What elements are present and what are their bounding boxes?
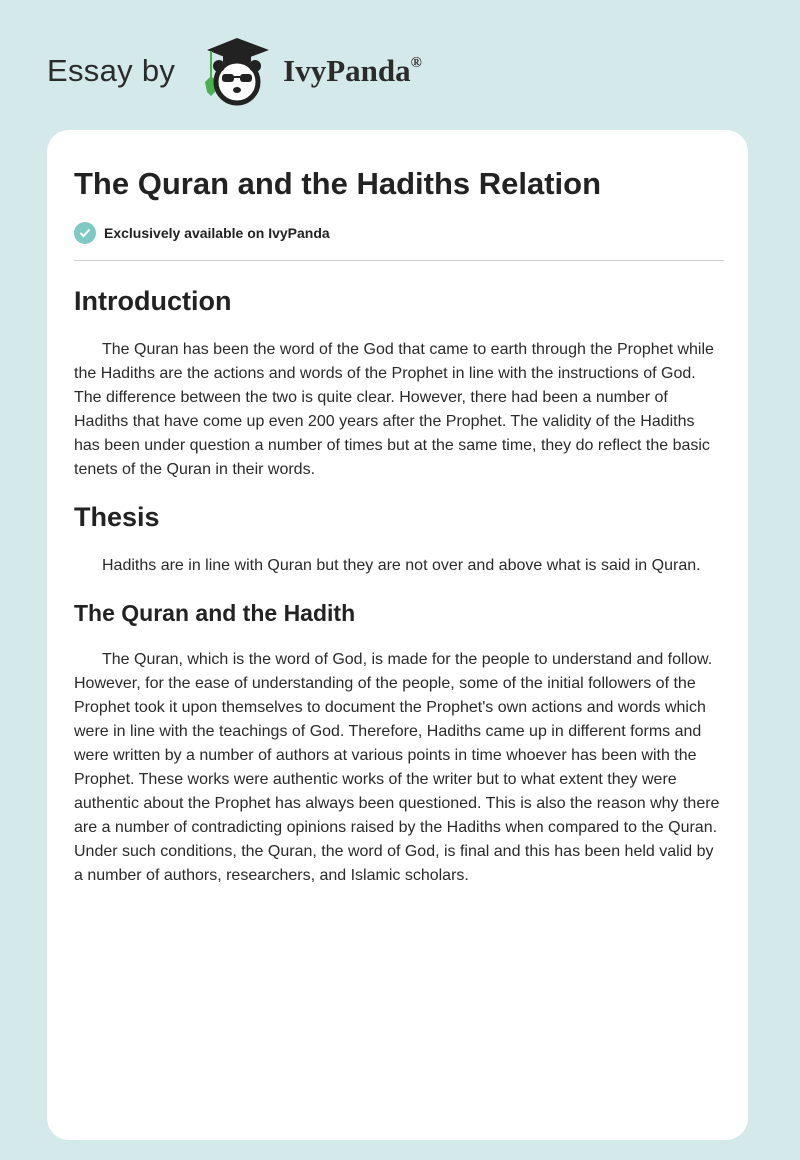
section-heading-quran-hadith: The Quran and the Hadith xyxy=(74,600,356,626)
essay-card xyxy=(47,130,748,1140)
section-text-quran-hadith: The Quran, which is the word of God, is made for the people to understand and follow. However, for the ease of understanding of the people, some of the initial followers of the Prophet took it upon themselves to document the Prophet's own actions and words which were in line with the teachings of God. Therefore, Hadiths came up in different forms and were written by a number of authors at various points in time whoever has been with the Prophet. These works were authentic works of the writer but to what extent they were authentic about the Prophet has always been questioned. This is also the reason why there are a number of contradicting opinions raised by the Hadiths when compared to the Quran. Under such conditions, the Quran, the word of God, is final and this has been held valid by a number of authors, researchers, and Islamic scholars. xyxy=(74,651,720,884)
check-icon xyxy=(74,222,96,244)
site-header xyxy=(47,36,422,106)
essay-by-label: Essay by xyxy=(47,53,176,88)
exclusive-badge xyxy=(74,222,724,244)
section-text-introduction: The Quran has been the word of the God that came to earth through the Prophet while the Hadiths are the actions and words of the Prophet in line with the instructions of God. The difference between the two is quite clear. However, there had been a number of Hadiths that have come up even 200 years after the Prophet. The validity of the Hadiths has been under question a number of times but at the same time, they do reflect the basic tenets of the Quran in their words. xyxy=(74,341,714,478)
essay-title: The Quran and the Hadiths Relation xyxy=(74,166,602,201)
section-heading-introduction: Introduction xyxy=(74,286,232,316)
exclusive-label: Exclusively available on IvyPanda xyxy=(104,225,330,241)
section-text-thesis: Hadiths are in line with Quran but they are not over and above what is said in Quran. xyxy=(102,557,701,574)
brand-name: IvyPanda® xyxy=(283,53,422,88)
panda-logo-icon xyxy=(193,36,279,106)
divider xyxy=(74,260,724,261)
section-heading-thesis: Thesis xyxy=(74,502,160,532)
